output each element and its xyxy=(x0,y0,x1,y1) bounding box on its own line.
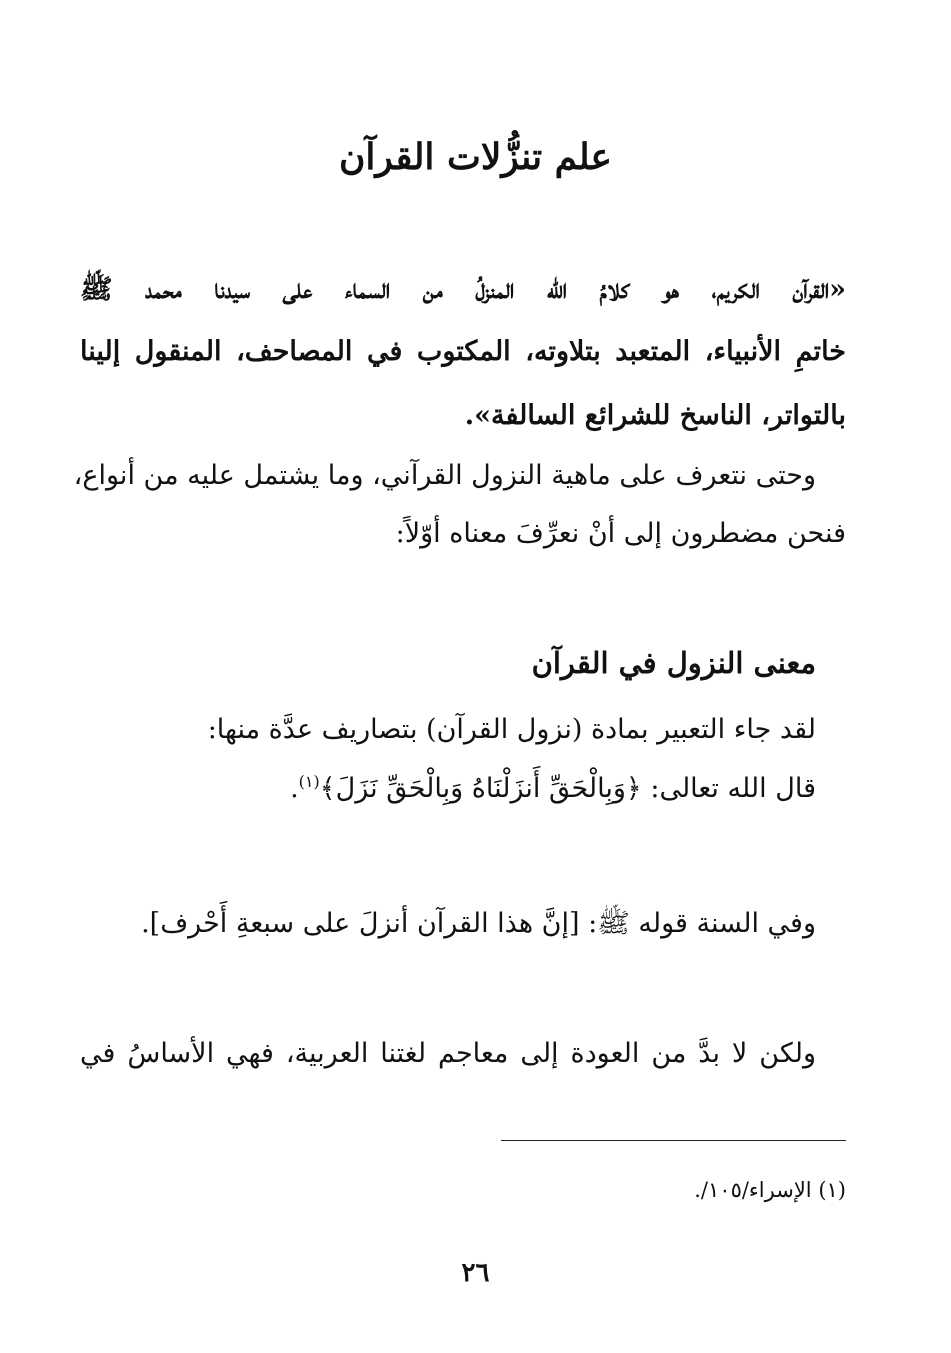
page-number: ٢٦ xyxy=(461,1258,490,1288)
definition-line-2: خاتمِ الأنبياء، المتعبد بتلاوته، المكتوب في المصاحف، المنقول إلينا xyxy=(80,336,846,367)
footnote-divider xyxy=(501,1140,846,1141)
definition-line-1: «القرآن الكريم، هو كلامُ الله المنزلُ من السماء على سيدنا محمد ﷺ xyxy=(80,274,846,305)
section-line-1: لقد جاء التعبير بمادة (نزول القرآن) بتصاريف عدَّة منها: xyxy=(207,714,816,745)
quran-quote-line xyxy=(290,772,816,804)
page-title: علم تنزُّلات القرآن xyxy=(338,136,613,178)
quran-prefix: قال الله تعالى: xyxy=(650,773,816,804)
intro-line-1: وحتى نتعرف على ماهية النزول القرآني، وما يشتمل عليه من أنواع، xyxy=(73,460,816,491)
definition-line-3: بالتواتر، الناسخ للشرائع السالفة». xyxy=(464,400,846,431)
quran-verse: ﴿وَبِالْحَقِّ أَنزَلْنَاهُ وَبِالْحَقِّ نَزَلَ﴾ xyxy=(319,773,642,804)
footnote-reference: (١) xyxy=(298,772,320,791)
footnote-text: (١) الإسراء/١٠٥/. xyxy=(694,1178,846,1202)
intro-line-2: فنحن مضطرون إلى أنْ نعرِّفَ معناه أوّلاً: xyxy=(395,518,846,549)
last-line: ولكن لا بدَّ من العودة إلى معاجم لغتنا العربية، فهي الأساسُ في xyxy=(80,1038,816,1069)
section-heading: معنى النزول في القرآن xyxy=(531,646,816,680)
sunnah-line: وفي السنة قوله ﷺ: [إنَّ هذا القرآن أنزلَ على سبعةِ أَحْرف]. xyxy=(141,908,816,939)
quran-suffix: . xyxy=(290,773,299,804)
